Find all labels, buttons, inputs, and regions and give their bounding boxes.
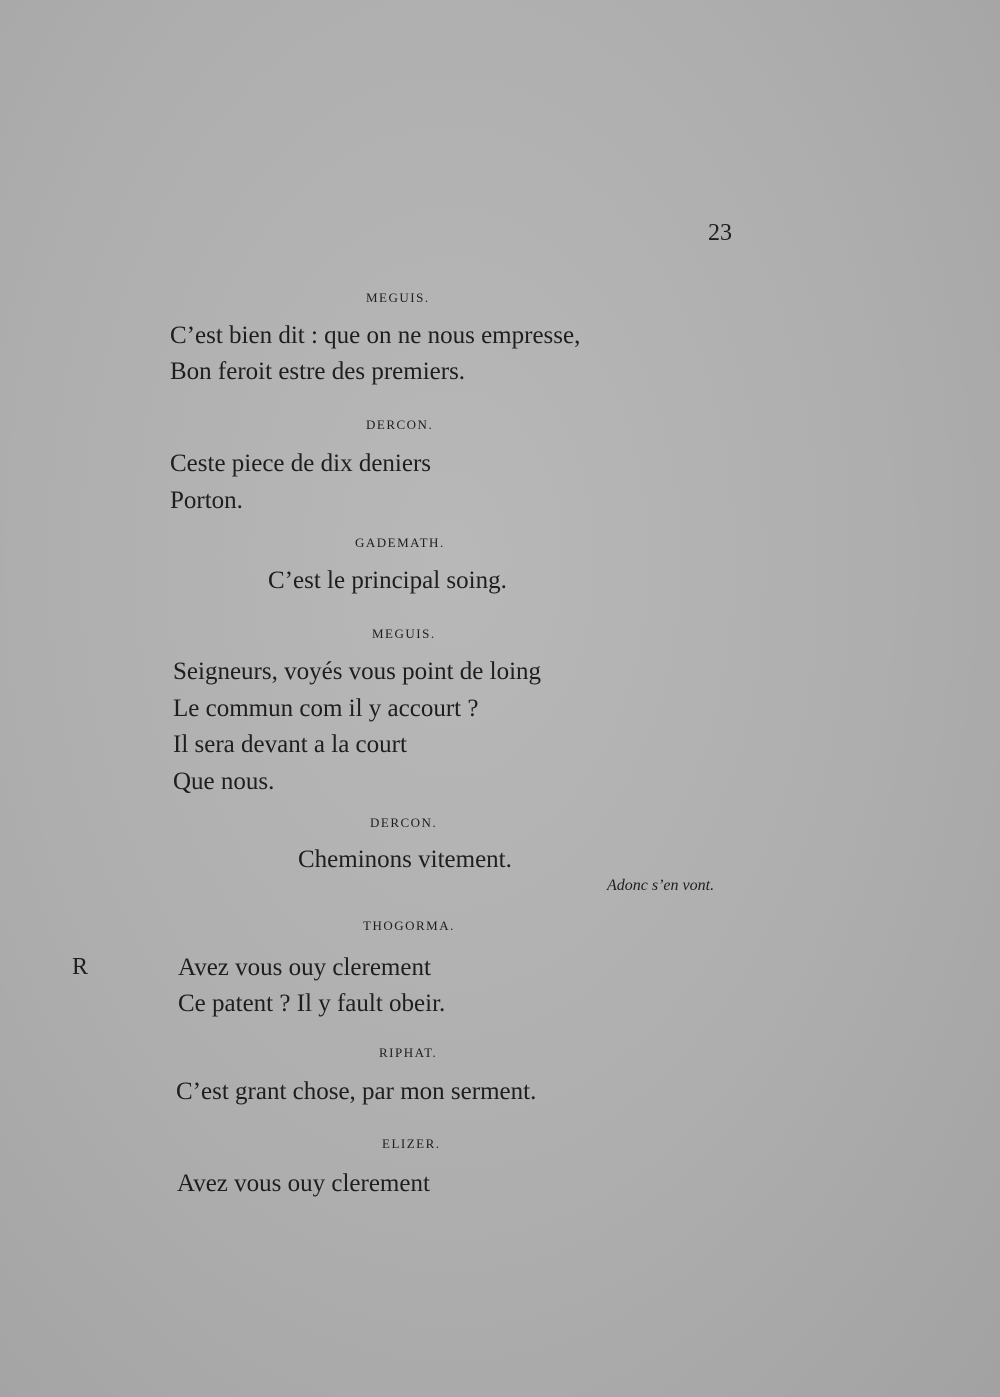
margin-mark: R bbox=[72, 954, 89, 980]
verse-line: Seigneurs, voyés vous point de loing bbox=[173, 658, 542, 685]
speaker-name: ELIZER. bbox=[382, 1136, 441, 1151]
verse-line: Que nous. bbox=[173, 768, 275, 795]
verse-line: Ce patent ? Il y fault obeir. bbox=[178, 990, 446, 1017]
verse-line: C’est le principal soing. bbox=[268, 567, 507, 594]
verse-line: Bon feroit estre des premiers. bbox=[170, 358, 466, 385]
speaker-name: MEGUIS. bbox=[372, 626, 436, 641]
stage-direction: Adonc s’en vont. bbox=[607, 877, 715, 894]
verse-line: Ceste piece de dix deniers bbox=[170, 450, 432, 477]
verse-line: Il sera devant a la court bbox=[173, 731, 407, 758]
verse-line: C’est grant chose, par mon serment. bbox=[176, 1078, 537, 1105]
verse-line: Le commun com il y accourt ? bbox=[173, 695, 479, 722]
verse-line: Cheminons vitement. bbox=[298, 846, 512, 873]
verse-line: Porton. bbox=[170, 487, 243, 514]
speaker-name: DERCON. bbox=[370, 815, 438, 830]
page-number: 23 bbox=[708, 220, 732, 246]
speaker-name: GADEMATH. bbox=[355, 535, 445, 550]
verse-line: C’est bien dit : que on ne nous empresse, bbox=[170, 322, 581, 349]
verse-line: Avez vous ouy clerement bbox=[178, 954, 431, 981]
verse-line: Avez vous ouy clerement bbox=[177, 1170, 430, 1197]
speaker-name: DERCON. bbox=[366, 417, 434, 432]
speaker-name: RIPHAT. bbox=[379, 1045, 438, 1060]
speaker-name: MEGUIS. bbox=[366, 290, 430, 305]
speaker-name: THOGORMA. bbox=[363, 918, 455, 933]
